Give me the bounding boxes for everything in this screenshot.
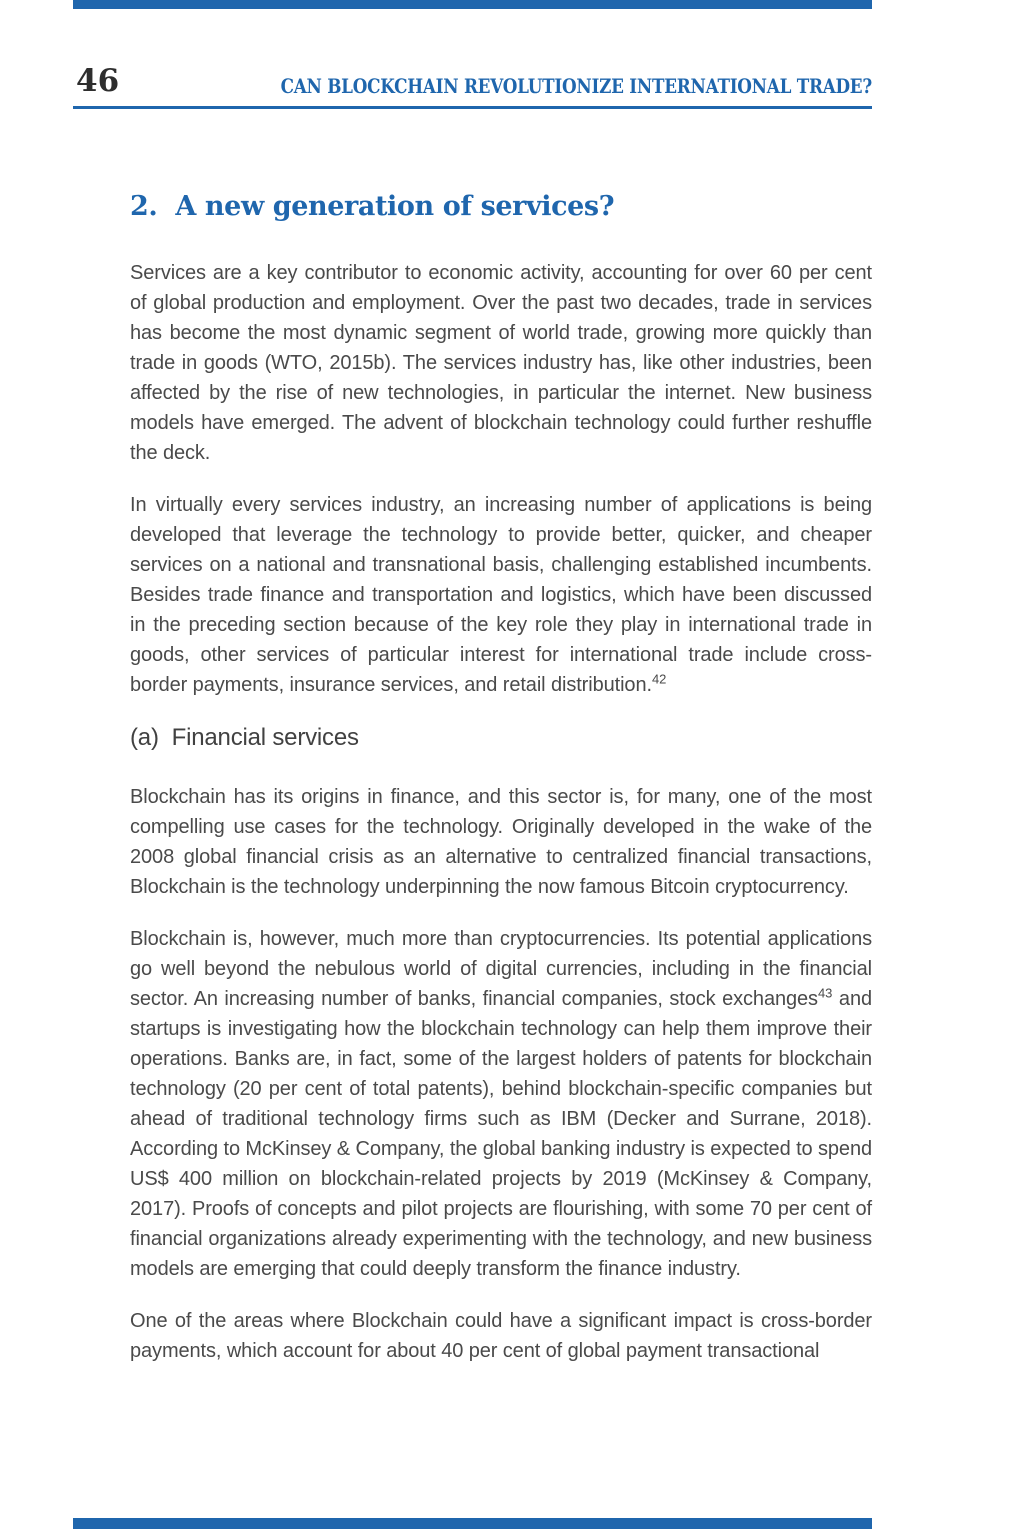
bottom-bleed-bar xyxy=(73,1518,872,1529)
paragraph: Services are a key contributor to economic activity, accounting for over 60 per cent of global production and employment. Over the past two decades, trade in services has become the most dynamic segment of world trade, growing more quickly than trade in goods (WTO, 2015b). The services industry has, like other industries, been affected by the rise of new technologies, in particular the internet. New business models have emerged. The advent of blockchain technology could further reshuffle the deck. xyxy=(130,262,872,464)
paragraph: Blockchain has its origins in finance, and this sector is, for many, one of the most compelling use cases for the technology. Originally developed in the wake of the 2008 global financial crisis as an alternative to centralized financial transactions, Blockchain is the technology underpinning the now famous Bitcoin cryptocurrency. xyxy=(130,786,872,898)
paragraph: In virtually every services industry, an increasing number of applications is being developed that leverage the technology to provide better, quicker, and cheaper services on a national and transnational basis, challenging established incumbents. Besides trade finance and transportation and logistics, which have been discussed in the preceding section because of the key role they play in international trade in goods, other services of particular interest for international trade include cross-border payments, insurance services, and retail distribution.$^{42}$ xyxy=(130,494,872,696)
paragraph: One of the areas where Blockchain could have a significant impact is cross-border payments, which account for about 40 per cent of global payment transactional xyxy=(130,1310,872,1362)
document-body xyxy=(130,190,872,1388)
paragraph: Blockchain is, however, much more than cryptocurrencies. Its potential applications go well beyond the nebulous world of digital currencies, including in the financial sector. An increasing number of banks, financial companies, stock exchanges$^{43}$ and startups is investigating how the blockchain technology can help them improve their operations. Banks are, in fact, some of the largest holders of patents for blockchain technology (20 per cent of total patents), behind blockchain-specific companies but ahead of traditional technology firms such as IBM (Decker and Surrane, 2018). According to McKinsey & Company, the global banking industry is expected to spend US$ 400 million on blockchain-related projects by 2019 (McKinsey & Company, 2017). Proofs of concepts and pilot projects are flourishing, with some 70 per cent of financial organizations already experimenting with the technology, and new business models are emerging that could deeply transform the finance industry. xyxy=(130,928,872,1280)
footnote-reference: 43 xyxy=(817,985,833,1001)
running-header-title: CAN BLOCKCHAIN REVOLUTIONIZE INTERNATIONAL TRADE? xyxy=(280,74,872,98)
footnote-reference: 42 xyxy=(651,671,667,687)
page-number: 46 xyxy=(76,63,120,99)
page-header xyxy=(73,63,872,99)
header-rule xyxy=(73,106,872,109)
top-bleed-bar xyxy=(73,0,872,9)
section-heading-new-generation-of-services: 2. A new generation of services? xyxy=(130,191,615,222)
subsection-heading-financial-services: (a) Financial services xyxy=(130,724,359,751)
